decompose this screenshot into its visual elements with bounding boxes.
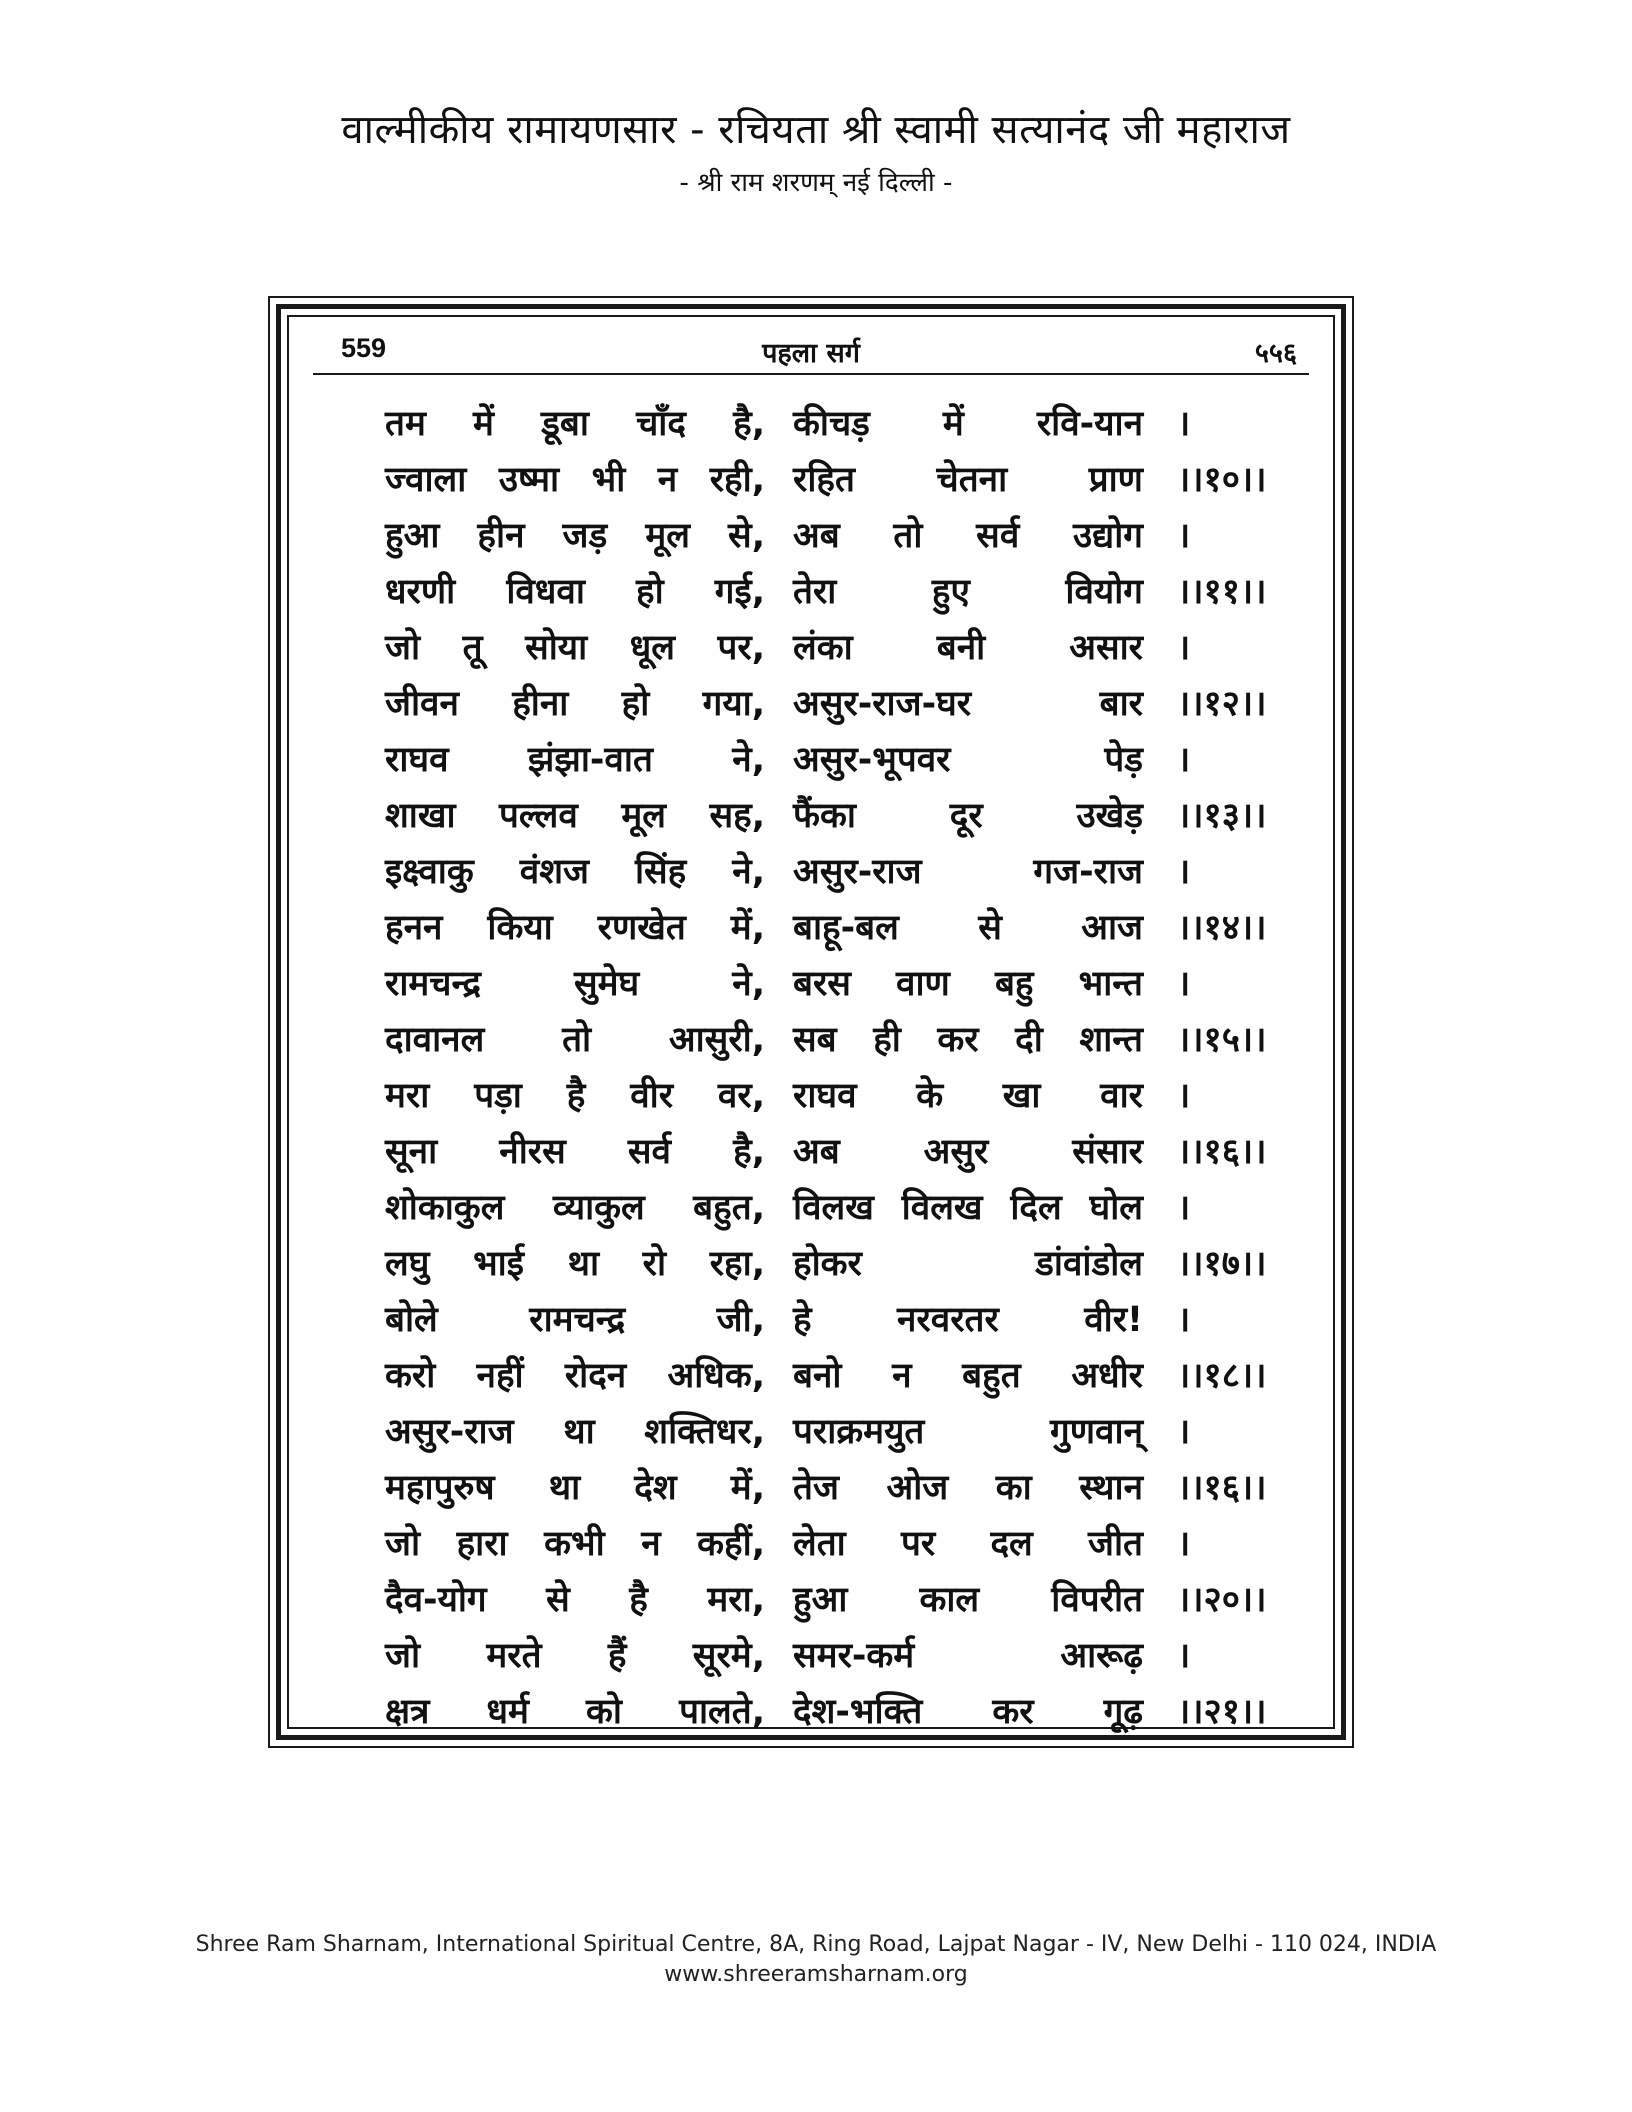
verse-line [385, 1519, 1285, 1575]
verse-first-half: सूना नीरस सर्व है, [385, 1132, 765, 1172]
verse-number-mark: । [1177, 1636, 1191, 1676]
verse-second-half: विलख विलख दिल घोल [793, 1188, 1143, 1228]
verse-number-mark: । [1177, 740, 1191, 780]
verse-second-half: बनो न बहुत अधीर [793, 1356, 1143, 1396]
verse-first-half: मरा पड़ा है वीर वर, [385, 1076, 765, 1116]
verse-second-half: लंका बनी असार [793, 628, 1143, 668]
verse-line [385, 1239, 1285, 1295]
verse-number-mark: । [1177, 1300, 1191, 1340]
verse-second-half: हे नरवरतर वीर! [793, 1300, 1143, 1340]
verse-first-half: असुर-राज था शक्तिधर, [385, 1412, 765, 1452]
verse-number-mark: । [1177, 1188, 1191, 1228]
verse-first-half: धरणी विधवा हो गई, [385, 572, 765, 612]
verse-first-half: तम में डूबा चाँद है, [385, 404, 765, 444]
verse-number-mark: ।।१४।। [1177, 908, 1267, 948]
verse-first-half: करो नहीं रोदन अधिक, [385, 1356, 765, 1396]
verse-first-half: महापुरुष था देश में, [385, 1468, 765, 1508]
verse-list [385, 399, 1285, 1743]
verse-number-mark: ।।११।। [1177, 572, 1267, 612]
page-header [313, 325, 1309, 375]
verse-number-mark: ।।१८।। [1177, 1356, 1267, 1396]
verse-number-mark: ।।१३।। [1177, 796, 1267, 836]
verse-line [385, 1463, 1285, 1519]
verse-line [385, 567, 1285, 623]
verse-second-half: बाहू-बल से आज [793, 908, 1143, 948]
verse-line [385, 735, 1285, 791]
verse-number-mark: ।।१६।। [1177, 1468, 1267, 1508]
verse-first-half: इक्ष्वाकु वंशज सिंह ने, [385, 852, 765, 892]
verse-line [385, 455, 1285, 511]
verse-second-half: हुआ काल विपरीत [793, 1580, 1143, 1620]
verse-first-half: ज्वाला उष्मा भी न रही, [385, 460, 765, 500]
footer-website[interactable]: www.shreeramsharnam.org [664, 1962, 968, 1987]
verse-line [385, 1071, 1285, 1127]
verse-number-mark: ।।२०।। [1177, 1580, 1267, 1620]
verse-first-half: लघु भाई था रो रहा, [385, 1244, 765, 1284]
verse-number-mark: ।।१२।। [1177, 684, 1267, 724]
verse-line [385, 1127, 1285, 1183]
verse-second-half: तेज ओज का स्थान [793, 1468, 1143, 1508]
verse-number-mark: ।।१७।। [1177, 1244, 1267, 1284]
verse-second-half: असुर-राज गज-राज [793, 852, 1143, 892]
verse-first-half: बोले रामचन्द्र जी, [385, 1300, 765, 1340]
verse-second-half: असुर-राज-घर बार [793, 684, 1143, 724]
verse-second-half: रहित चेतना प्राण [793, 460, 1143, 500]
verse-line [385, 1295, 1285, 1351]
verse-second-half: तेरा हुए वियोग [793, 572, 1143, 612]
verse-first-half: रामचन्द्र सुमेघ ने, [385, 964, 765, 1004]
verse-line [385, 679, 1285, 735]
verse-first-half: हुआ हीन जड़ मूल से, [385, 516, 765, 556]
document-subtitle: - श्री राम शरणम् नई दिल्ली - [679, 168, 953, 198]
verse-second-half: सब ही कर दी शान्त [793, 1020, 1143, 1060]
verse-line [385, 959, 1285, 1015]
page-frame-border [276, 304, 1346, 1740]
verse-first-half: शोकाकुल व्याकुल बहुत, [385, 1188, 765, 1228]
verse-second-half: बरस वाण बहु भान्त [793, 964, 1143, 1004]
verse-second-half: कीचड़ में रवि-यान [793, 404, 1143, 444]
verse-first-half: क्षत्र धर्म को पालते, [385, 1692, 765, 1732]
verse-number-mark: ।।२१।। [1177, 1692, 1267, 1732]
verse-second-half: लेता पर दल जीत [793, 1524, 1143, 1564]
verse-first-half: दावानल तो आसुरी, [385, 1020, 765, 1060]
verse-second-half: असुर-भूपवर पेड़ [793, 740, 1143, 780]
verse-number-mark: । [1177, 964, 1191, 1004]
verse-number-mark: । [1177, 1524, 1191, 1564]
verse-number-mark: ।।१५।। [1177, 1020, 1267, 1060]
verse-line [385, 1407, 1285, 1463]
footer-address: Shree Ram Sharnam, International Spiritual Centre, 8A, Ring Road, Lajpat Nagar - IV, New Delhi - 110 024, INDIA [195, 1932, 1437, 1957]
verse-line [385, 1575, 1285, 1631]
verse-second-half: फैंका दूर उखेड़ [793, 796, 1143, 836]
verse-number-mark: । [1177, 516, 1191, 556]
verse-first-half: जो मरते हैं सूरमे, [385, 1636, 765, 1676]
verse-first-half: हनन किया रणखेत में, [385, 908, 765, 948]
verse-number-mark: । [1177, 852, 1191, 892]
verse-first-half: दैव-योग से है मरा, [385, 1580, 765, 1620]
verse-number-mark: । [1177, 404, 1191, 444]
verse-line [385, 1015, 1285, 1071]
verse-first-half: राघव झंझा-वात ने, [385, 740, 765, 780]
verse-second-half: अब तो सर्व उद्योग [793, 516, 1143, 556]
verse-line [385, 1687, 1285, 1743]
verse-second-half: देश-भक्ति कर गूढ़ [793, 1692, 1143, 1732]
verse-first-half: जो तू सोया धूल पर, [385, 628, 765, 668]
verse-number-mark: ।।१६।। [1177, 1132, 1267, 1172]
verse-line [385, 511, 1285, 567]
chapter-title: पहला सर्ग [762, 338, 860, 369]
page-frame [268, 296, 1354, 1748]
verse-line [385, 903, 1285, 959]
verse-second-half: पराक्रमयुत गुणवान् [793, 1412, 1143, 1452]
document-title: वाल्मीकीय रामायणसार - रचियता श्री स्वामी सत्यानंद जी महाराज [341, 107, 1291, 153]
verse-first-half: शाखा पल्लव मूल सह, [385, 796, 765, 836]
verse-line [385, 791, 1285, 847]
verse-line [385, 399, 1285, 455]
verse-line [385, 847, 1285, 903]
page-number-latin: 559 [341, 333, 387, 363]
verse-number-mark: । [1177, 1412, 1191, 1452]
verse-line [385, 623, 1285, 679]
verse-line [385, 1631, 1285, 1687]
verse-number-mark: ।।१०।। [1177, 460, 1267, 500]
page-number-devanagari: ५५६ [1254, 338, 1297, 369]
verse-line [385, 1351, 1285, 1407]
verse-line [385, 1183, 1285, 1239]
page-frame-inner [287, 315, 1335, 1732]
verse-first-half: जीवन हीना हो गया, [385, 684, 765, 724]
verse-second-half: समर-कर्म आरूढ़ [793, 1636, 1143, 1676]
verse-number-mark: । [1177, 628, 1191, 668]
verse-second-half: राघव के खा वार [793, 1076, 1143, 1116]
verse-second-half: अब असुर संसार [793, 1132, 1143, 1172]
verse-second-half: होकर डांवांडोल [793, 1244, 1143, 1284]
verse-number-mark: । [1177, 1076, 1191, 1116]
verse-first-half: जो हारा कभी न कहीं, [385, 1524, 765, 1564]
